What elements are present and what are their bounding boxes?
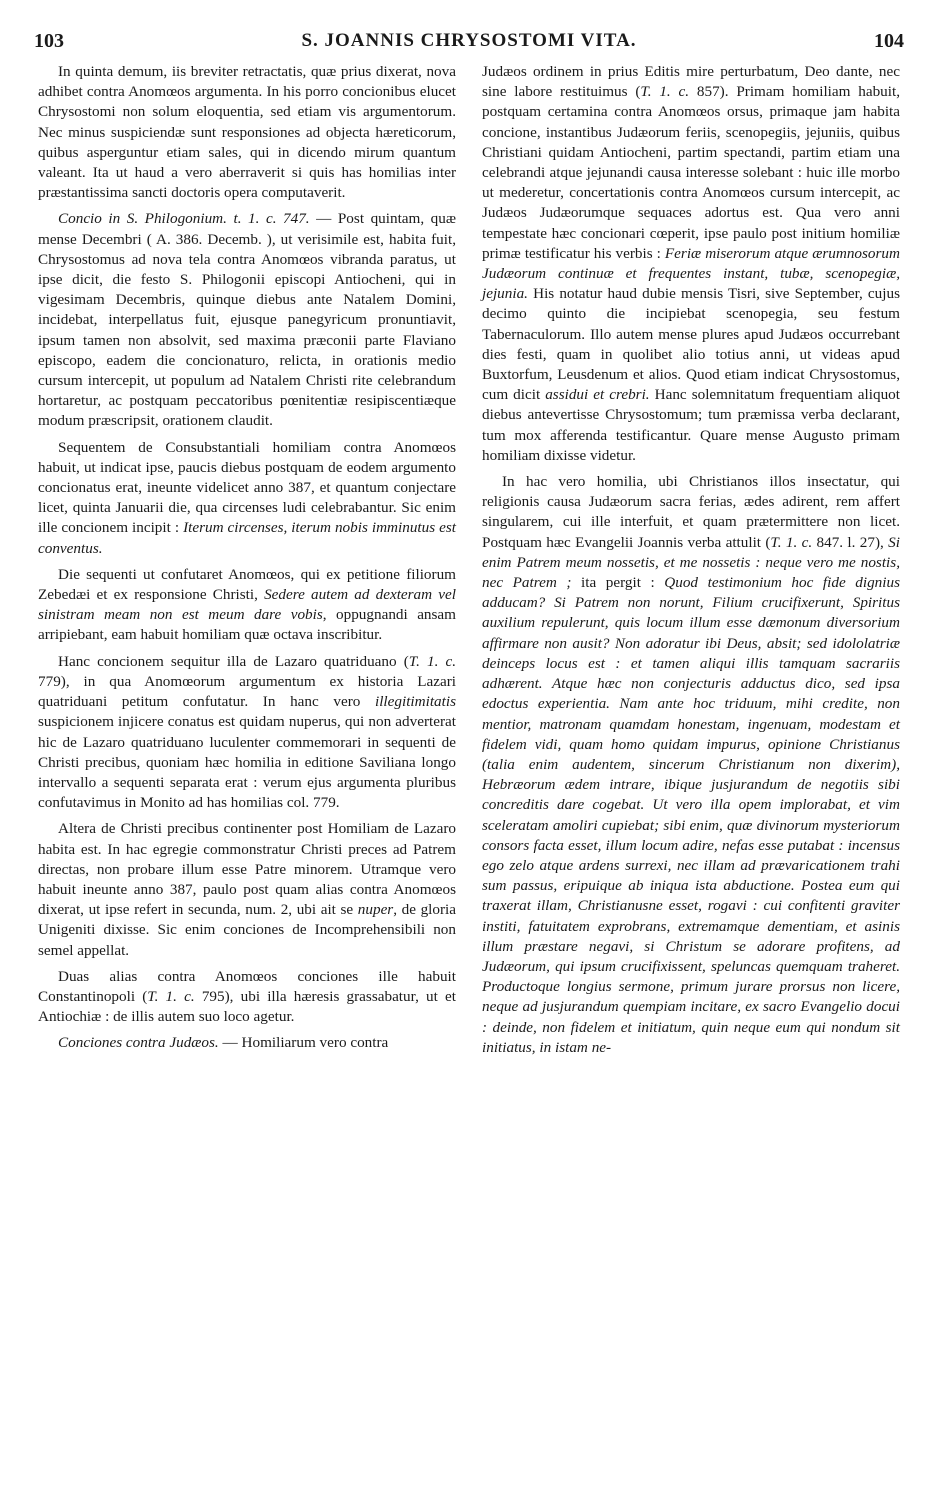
paragraph-text: 847. l. 27),: [812, 533, 889, 551]
quote-text: Iterum circenses, iterum nobis imminutus est conventus.: [38, 519, 457, 557]
reference: T. 1. c.: [770, 533, 813, 551]
reference: T. 1. c.: [408, 652, 457, 670]
quote-text: Si enim Patrem meum nossetis, et me nossetis : neque vero me nostis, nec Patrem ;: [482, 533, 900, 592]
page-header: [34, 30, 904, 60]
emphasis: nuper: [357, 901, 394, 919]
paragraph-text: Duas alias contra Anomœos conciones ille habuit Constantinopoli (: [38, 967, 456, 1005]
paragraph-text: Altera de Christi precibus continenter post Homiliam de Lazaro habita est. In hac egregie commonstratur Christi preces ad Patrem directas, non probare illum esse Patre minorem. Utramque vero habuit ineunte anno 387, paulo post quam alias contra Anomœos dixerat, ut ipse refert in secunda, num. 2, ubi ait se: [38, 820, 456, 919]
section-lead: Conciones contra Judæos.: [58, 1034, 219, 1052]
emphasis: illegitimitatis: [374, 693, 456, 711]
paragraph-text: Hanc solemnitatum frequentiam aliquot diebus antevertisse Chrysostomum; tum præmissa verba declarant, tum mox afferenda testificantur. Quare mense Augusto primam homiliam dixisse videtur.: [482, 386, 900, 464]
emphasis: assidui et crebri.: [545, 386, 650, 404]
page-number-right: 104: [874, 30, 904, 52]
paragraph: [38, 967, 456, 1028]
paragraph: [38, 62, 456, 203]
quote-text: Quod testimonium hoc fide dignius adducam? Si Patrem non norunt, Filium crucifixerunt, Spiritus auxilium repulerunt, quis locum illum esse dæmonum diversorium affirmare non ausit? Non adoratur ibi Deus, absit; sed idololatriæ deinceps locus est : et tamen aliqui illis tamquam sacrariis adhærent. Atque hæc non conjecturis adductus dico, sed ipsa edoctus experientia. Nam ante hoc triduum, mihi credite, non mentior, matronam quamdam honestam, ingenuam, modestam et fidelem vidi, quam homo quidam impurus, opinione Christianus (talia enim audentem, sincerum Christianum non dixerim), Hebræorum ædem intrare, ibique jusjurandum de negotiis sibi concreditis dare cogebat. Ut vero illa opem implorabat, et vim sceleratam amoliri cupiebat; sibi enim, quæ divinorum mysteriorum consors facta esset, illum locum adire, nefas esse putabat : incensus ego zelo atque ardens surrexi, nec illam ad prævaricationem trahi sum passus, eripuique ab iniqua ista abductione. Postea eum qui traxerat illam, Christianusne esset, rogavi : cui confitenti graviter institi, fatuitatem exprobrans, extremamque dementiam, et asinis illum præstare negavi, si Christum se adorare profitens, ad Judæorum, qui ipsum crucifixissent, speluncas quemquam traheret. Productoque longius sermone, primum jurare prorsus non licere, neque ad jusjurandum quempiam incitare, ex sacro Evangelio docui : deinde, non fidelem et initiatum, quin neque eum qui nondum sit initiatus, in istam ne-: [482, 574, 900, 1056]
paragraph-text: His notatur haud dubie mensis Tisri, sive September, cujus decimo quinto die incipiebat scenopegia, seu festum Tabernaculorum. Illo autem mense plures apud Judæos occurrebant dies festi, quam in quolibet alio totius anni, ut videas apud Buxtorfum, Leusdenum et alios. Quod etiam indicat Chrysostomus, cum dicit: [482, 285, 900, 404]
paragraph-text: suspicionem injicere conatus est quidam nuperus, qui non adverterat hic de Lazaro quatriduano luculenter commemorari in sequenti de Christi precibus, quoniam hæc homilia in editione Saviliana longo intervallo a sequenti separata erat : verum ejus argumenta pluribus confutavimus in Monito ad has homilias col. 779.: [38, 713, 456, 812]
paragraph: [482, 472, 900, 1058]
running-title: S. JOANNIS CHRYSOSTOMI VITA.: [301, 30, 637, 51]
paragraph-text: , de gloria Unigeniti dixisse. Sic enim conciones de Incomprehensibili non semel appellat.: [38, 901, 456, 959]
paragraph: [38, 1033, 456, 1053]
reference: T. 1. c.: [640, 83, 690, 101]
paragraph-text: — Homiliarum vero contra: [218, 1034, 389, 1052]
paragraph-text: In hac vero homilia, ubi Christianos illos insectatur, qui religionis causa Judæorum sacra ferias, ædes adirent, rem affert singularem, cui ille interfuit, et quam prætermittere non licet. Postquam hæc Evangelii Joannis verba attulit (: [482, 473, 900, 551]
paragraph: [38, 209, 456, 431]
paragraph-text: Hanc concionem sequitur illa de Lazaro quatriduano (: [58, 652, 409, 670]
left-column: [38, 62, 456, 1060]
paragraph: [38, 565, 456, 646]
reference: T. 1. c.: [147, 987, 195, 1005]
paragraph-text: — Post quintam, quæ mense Decembri ( A. 386. Decemb. ), ut verisimile est, habita fuit, Chrysostomus ad nova tela contra Anomœos vibranda paratus, ut ipse dicit, die festo S. Philogonii episcopi Antiocheni, qui in vigesimam Decembris, quinque diebus ante Natalem Domini, incidebat, interpellatus fuit, ejusque panegyricum pronuntiavit, ipsum tamen non absolvit, sed maxima præconii parte Flaviano episcopo, eadem die concionaturo, relicta, in orationis medio cursum intercepit, ut populum ad Natalem Christi rite celebrandum hortaretur, ac postquam peccatoribus pœnitentiæ resipiscentiæque modum præscripsit, orationem claudit.: [38, 210, 456, 430]
paragraph-text: ita pergit :: [571, 574, 665, 592]
paragraph-text: Sequentem de Consubstantiali homiliam contra Anomœos habuit, ut indicat ipse, paucis diebus postquam de eodem argumento concionatus erat, ineunte videlicet anno 387, et quantum conjectare licet, quinta Januarii die, qua circenses ludi celebrabantur. Sic enim ille concionem incipit :: [38, 438, 456, 537]
right-column: [482, 62, 900, 1064]
paragraph-text: Judæos ordinem in prius Editis mire perturbatum, Deo dante, nec sine labore restituimus (: [482, 63, 900, 101]
paragraph-text: 795), ubi illa hæresis grassabatur, ut et Antiochiæ : de illis autem suo loco agetur.: [38, 987, 456, 1026]
paragraph: [38, 652, 456, 814]
quote-text: Feriæ miserorum atque ærumnosorum Judæorum continuæ et frequentes instant, tubæ, scenopegiæ, jejunia.: [482, 244, 900, 303]
paragraph-text: , oppugnandi ansam arripiebant, eam habuit homiliam quæ octava inscribitur.: [38, 606, 456, 644]
paragraph-text: In quinta demum, iis breviter retractatis, quæ prius dixerat, nova adhibet contra Anomœos argumenta. In his porro concionibus elucet Chrysostomi non solum eloquentia, sed etiam vis argumentorum. Nec minus suspiciendæ sunt responsiones ad objecta hæreticorum, quibus asperguntur etiam sales, qui in dicendo mirum quantum valeant. Ita ut haud a vero aberraverit si quis has homilias inter præstantissima sancti doctoris opera computaverit.: [38, 63, 456, 202]
paragraph: [38, 438, 456, 559]
paragraph: [482, 62, 900, 466]
paragraph: [38, 819, 456, 960]
quote-text: Sedere autem ad dexteram vel sinistram meam non est meum dare vobis: [38, 586, 456, 624]
paragraph-text: 779), in qua Anomœorum argumentum ex historia Lazari quatriduani petitum confutatur. In hanc vero: [38, 672, 456, 711]
page-number-left: 103: [34, 30, 64, 52]
paragraph-text: 857). Primam homiliam habuit, postquam certamina contra Anomœos orsus, primaque jam habita concione, instantibus Judæorum feriis, scenopegiis, jejuniis, quibus Christiani quidam Antiocheni, partim spectandi, partim etiam una celebrandi atque jejunandi causa interesse solebant : huic ille morbo ut mederetur, concertationis contra Anomœos cursum intercepit, ac Judæos Judæorumque sequaces adortus est. Qua vero anni tempestate hæc concionari cœperit, ipse paulo post initium homiliæ primæ testificatur his verbis :: [482, 83, 901, 262]
paragraph-text: Die sequenti ut confutaret Anomœos, qui ex petitione filiorum Zebedæi et ex responsione Christi,: [38, 565, 456, 604]
section-lead: Concio in S. Philogonium. t. 1. c. 747.: [58, 210, 310, 228]
